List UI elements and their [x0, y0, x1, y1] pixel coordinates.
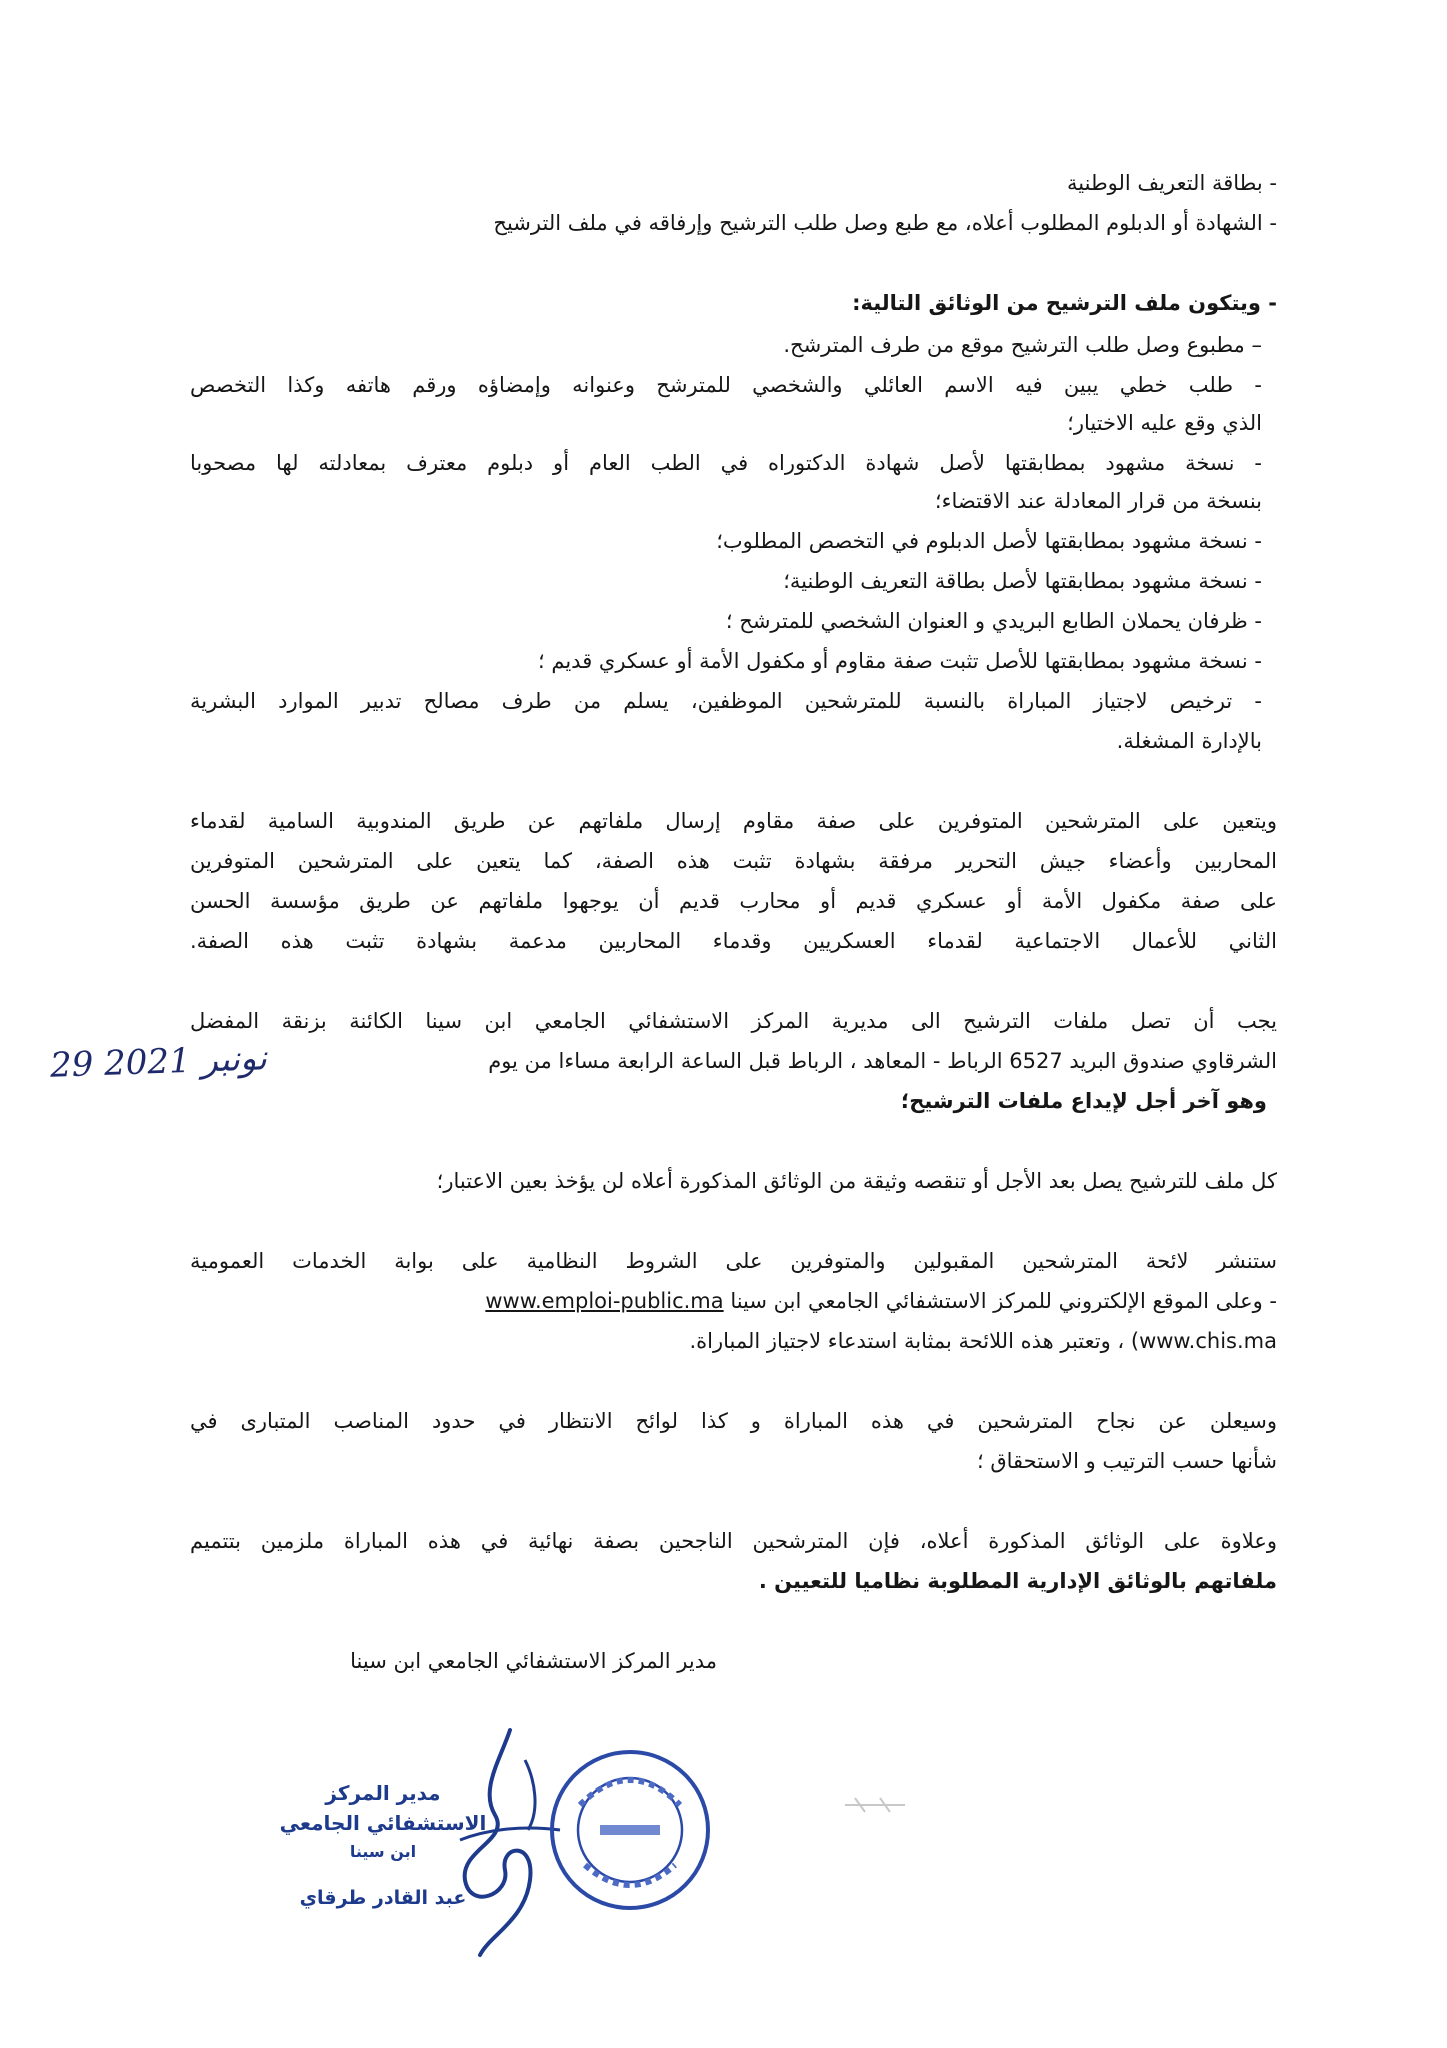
list-publication-line — [485, 1286, 1277, 1316]
file-item: - ترخيص لاجتياز المباراة بالنسبة للمترشحين الموظفين، يسلم من طرف مصالح تدبير الموارد البشرية — [190, 689, 1262, 713]
list-publication-line: ستنشر لائحة المترشحين المقبولين والمتوفرين على الشروط النظامية على بوابة الخدمات العمومية — [190, 1249, 1277, 1273]
list-publication-text: - وعلى الموقع الإلكتروني للمركز الاستشفائي الجامعي ابن سينا — [730, 1289, 1277, 1313]
stamp-line: مدير المركز الاستشفائي الجامعي — [279, 1781, 487, 1835]
deadline-paragraph-line: الشرقاوي صندوق البريد 6527 الرباط - المعاهد ، الرباط قبل الساعة الرابعة مساءا من يوم — [488, 1049, 1277, 1073]
final-paragraph-line: ملفاتهم بالوثائق الإدارية المطلوبة نظاميا للتعيين . — [758, 1569, 1277, 1593]
file-item: - نسخة مشهود بمطابقتها لأصل بطاقة التعريف الوطنية؛ — [783, 569, 1262, 593]
deadline-paragraph-line: يجب أن تصل ملفات الترشيح الى مديرية المركز الاستشفائي الجامعي ابن سينا الكائنة بزنقة المفضل — [190, 1009, 1277, 1033]
stamp-line: ابن سينا — [349, 1842, 417, 1861]
file-item: الذي وقع عليه الاختيار؛ — [1067, 411, 1262, 435]
file-item: - نسخة مشهود بمطابقتها للأصل تثبت صفة مقاوم أو مكفول الأمة أو عسكري قديم ؛ — [538, 649, 1262, 673]
file-item: - ظرفان يحملان الطابع البريدي و العنوان الشخصي للمترشح ؛ — [725, 609, 1262, 633]
late-files-paragraph: كل ملف للترشيح يصل بعد الأجل أو تنقصه وثيقة من الوثائق المذكورة أعلاه لن يؤخذ بعين الاعتبار؛ — [436, 1169, 1277, 1193]
signature-title: مدير المركز الاستشفائي الجامعي ابن سينا — [350, 1649, 717, 1673]
handwritten-date: 29 نونبر 2021 — [49, 1038, 268, 1086]
file-item: – مطبوع وصل طلب الترشيح موقع من طرف المترشح. — [783, 333, 1262, 357]
chis-link[interactable]: (www.chis.ma — [1130, 1329, 1277, 1353]
emploi-public-link[interactable]: www.emploi-public.ma — [485, 1289, 724, 1313]
file-item: - نسخة مشهود بمطابقتها لأصل شهادة الدكتوراه في الطب العام أو دبلوم معترف بمعادلته لها مصحوبا — [190, 451, 1262, 475]
final-paragraph-line: وعلاوة على الوثائق المذكورة أعلاه، فإن المترشحين الناجحين بصفة نهائية في هذه المباراة ملزمين بتتميم — [190, 1529, 1277, 1553]
results-paragraph-line: شأنها حسب الترتيب و الاستحقاق ؛ — [976, 1449, 1277, 1473]
intro-line-diploma: - الشهادة أو الدبلوم المطلوب أعلاه، مع طبع وصل طلب الترشيح وإرفاقه في ملف الترشيح — [493, 211, 1277, 235]
list-publication-line — [689, 1326, 1277, 1356]
stamp-line: عبد القادر طرقاي — [299, 1887, 467, 1909]
veterans-paragraph-line: المحاربين وأعضاء جيش التحرير مرفقة بشهادة تثبت هذه الصفة، كما يتعين على المترشحين المتوفرين — [190, 849, 1277, 873]
file-item: بنسخة من قرار المعادلة عند الاقتضاء؛ — [934, 489, 1262, 513]
veterans-paragraph-line: على صفة مكفول الأمة أو عسكري قديم أو محارب قديم أن يوجهوا ملفاتهم عن طريق مؤسسة الحسن — [190, 889, 1277, 913]
file-item: - نسخة مشهود بمطابقتها لأصل الدبلوم في التخصص المطلوب؛ — [716, 529, 1262, 553]
file-item: بالإدارة المشغلة. — [1116, 729, 1262, 753]
file-item: - طلب خطي يبين فيه الاسم العائلي والشخصي للمترشح وعنوانه وإمضاؤه ورقم هاتفه وكذا التخصص — [190, 373, 1262, 397]
round-seal-icon — [545, 1745, 715, 1915]
faint-stamp-mark-icon — [840, 1790, 910, 1820]
intro-line-id-card: - بطاقة التعريف الوطنية — [1067, 171, 1277, 195]
file-heading: - ويتكون ملف الترشيح من الوثائق التالية: — [852, 291, 1277, 315]
results-paragraph-line: وسيعلن عن نجاح المترشحين في هذه المباراة و كذا لوائح الانتظار في حدود المناصب المتبارى في — [190, 1409, 1277, 1433]
list-publication-text: ، وتعتبر هذه اللائحة بمثابة استدعاء لاجتياز المباراة. — [689, 1329, 1125, 1353]
deadline-paragraph-line: وهو آخر أجل لإيداع ملفات الترشيح؛ — [900, 1089, 1267, 1113]
veterans-paragraph-line: الثاني للأعمال الاجتماعية لقدماء العسكريين وقدماء المحاربين مدعمة بشهادة تثبت هذه الصفة. — [190, 929, 1277, 953]
veterans-paragraph-line: ويتعين على المترشحين المتوفرين على صفة مقاوم إرسال ملفاتهم عن طريق المندوبية السامية لقدماء — [190, 809, 1277, 833]
